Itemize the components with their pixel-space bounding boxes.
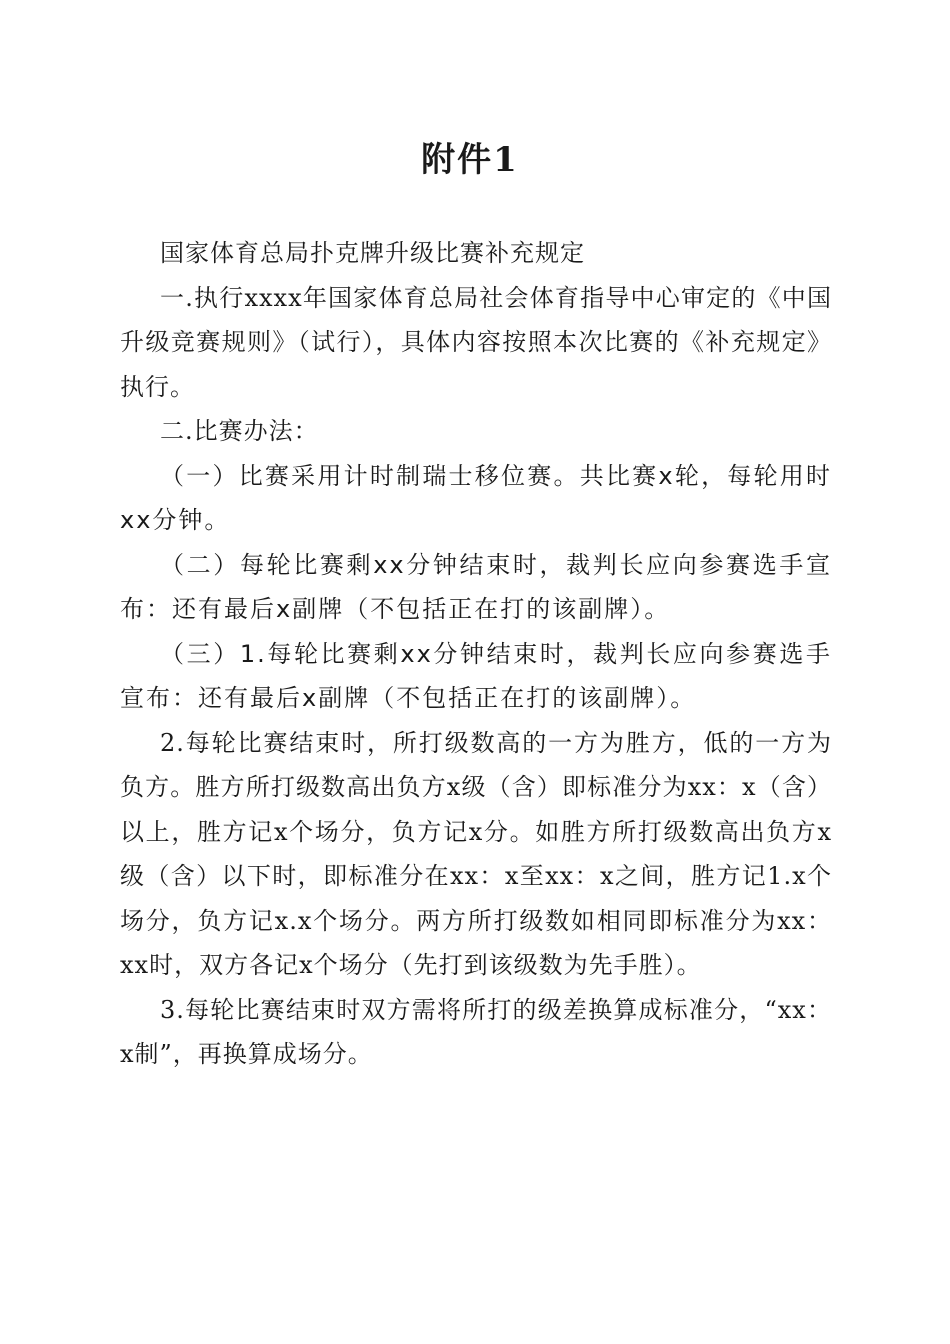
paragraph-item-3: （三）1.每轮比赛剩xx分钟结束时，裁判长应向参赛选手宣布：还有最后x副牌（不包括正在打的该副牌）。: [120, 639, 832, 712]
paragraph-rules-basis: 一.执行xxxx年国家体育总局社会体育指导中心审定的《中国升级竞赛规则》（试行），具体内容按照本次比赛的《补充规定》执行。: [120, 283, 832, 401]
regulation-heading: 国家体育总局扑克牌升级比赛补充规定: [160, 239, 585, 267]
document-body: [120, 231, 832, 1077]
document-title: 附件1: [421, 140, 519, 180]
paragraph-competition-method: 二.比赛办法：: [160, 417, 319, 445]
paragraph-scoring: 2.每轮比赛结束时，所打级数高的一方为胜方，低的一方为负方。胜方所打级数高出负方x级（含）即标准分为xx：x（含）以上，胜方记x个场分，负方记x分。如胜方所打级数高出负方x级（含）以下时，即标准分在xx：x至xx：x之间，胜方记1.x个场分，负方记x.x个场分。两方所打级数如相同即标准分为xx：xx时，双方各记x个场分（先打到该级数为先手胜）。: [120, 728, 832, 979]
paragraph-item-2: （二）每轮比赛剩xx分钟结束时，裁判长应向参赛选手宣布：还有最后x副牌（不包括正在打的该副牌）。: [120, 550, 832, 623]
paragraph-item-1: （一）比赛采用计时制瑞士移位赛。共比赛x轮，每轮用时xx分钟。: [120, 461, 832, 534]
paragraph-standard-score: 3.每轮比赛结束时双方需将所打的级差换算成标准分，“xx：x制”，再换算成场分。: [120, 995, 832, 1068]
